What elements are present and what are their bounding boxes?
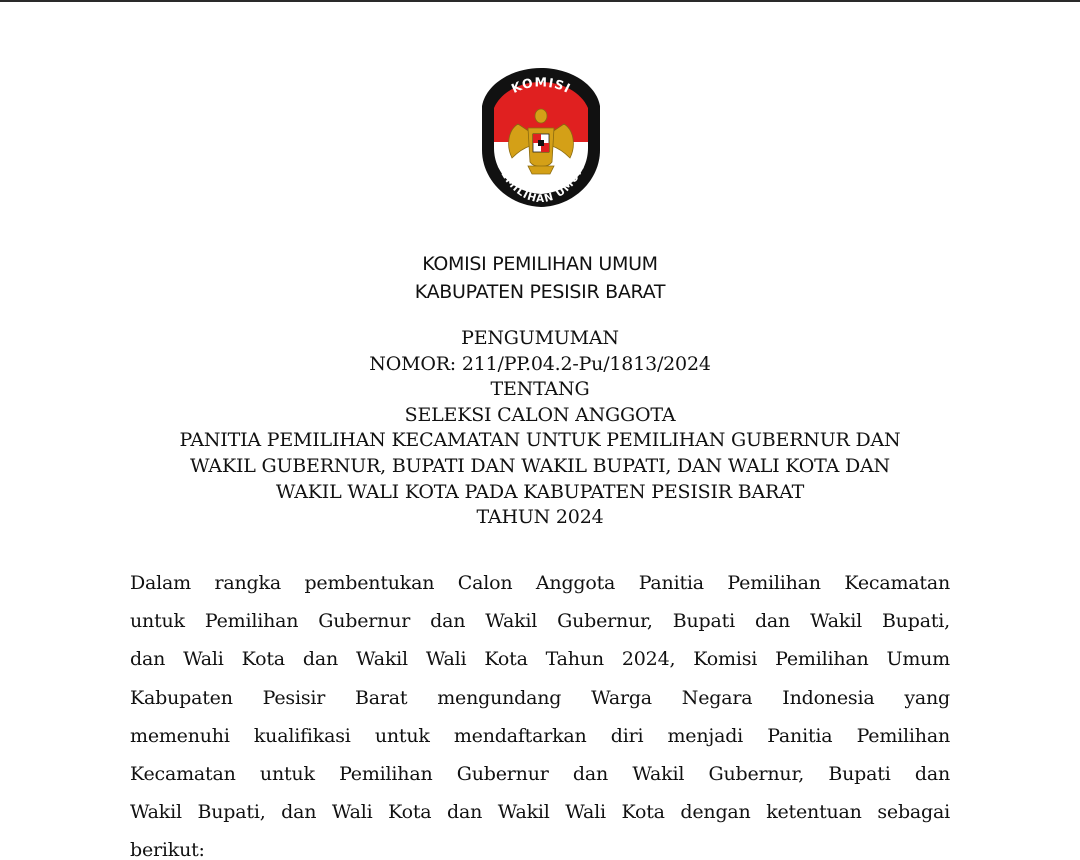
paragraph-line: memenuhi kualifikasi untuk mendaftarkan diri menjadi Panitia Pemilihan — [130, 724, 950, 747]
paragraph-line: Wakil Bupati, dan Wali Kota dan Wakil Wali Kota dengan ketentuan sebagai — [130, 801, 950, 824]
announcement-label: PENGUMUMAN — [461, 327, 619, 349]
announcement-year: TAHUN 2024 — [476, 506, 604, 529]
announcement-subject-line: WAKIL GUBERNUR, BUPATI DAN WAKIL BUPATI, DAN WALI KOTA DAN — [190, 454, 890, 477]
organization-header — [0, 250, 1080, 306]
paragraph-line: Kabupaten Pesisir Barat mengundang Warga Negara Indonesia yang — [130, 686, 950, 709]
paragraph-line: Kecamatan untuk Pemilihan Gubernur dan Wakil Gubernur, Bupati dan — [130, 763, 950, 786]
announcement-subject-line: WAKIL WALI KOTA PADA KABUPATEN PESISIR BARAT — [275, 480, 805, 503]
logo-top-text: KOMISI — [508, 74, 574, 97]
org-region: KABUPATEN PESISIR BARAT — [414, 281, 666, 303]
org-name: KOMISI PEMILIHAN UMUM — [422, 253, 658, 275]
paragraph-line: untuk Pemilihan Gubernur dan Wakil Gubernur, Bupati dan Wakil Bupati, — [130, 610, 950, 633]
logo-bottom-text: PEMILIHAN UMUM — [494, 161, 588, 206]
paragraph-line: Dalam rangka pembentukan Calon Anggota Panitia Pemilihan Kecamatan — [130, 572, 950, 594]
paragraph-line: berikut: — [130, 839, 205, 860]
announcement-number: NOMOR: 211/PP.04.2-Pu/1813/2024 — [369, 352, 711, 375]
announcement-title — [0, 326, 1080, 531]
announcement-subject-line: SELEKSI CALON ANGGOTA — [404, 403, 676, 426]
announcement-about: TENTANG — [490, 378, 590, 401]
kpu-logo — [478, 66, 604, 208]
body-paragraph — [130, 564, 950, 860]
paragraph-line: dan Wali Kota dan Wakil Wali Kota Tahun 2024, Komisi Pemilihan Umum — [130, 648, 950, 671]
announcement-subject-line: PANITIA PEMILIHAN KECAMATAN UNTUK PEMILIHAN GUBERNUR DAN — [179, 429, 901, 452]
